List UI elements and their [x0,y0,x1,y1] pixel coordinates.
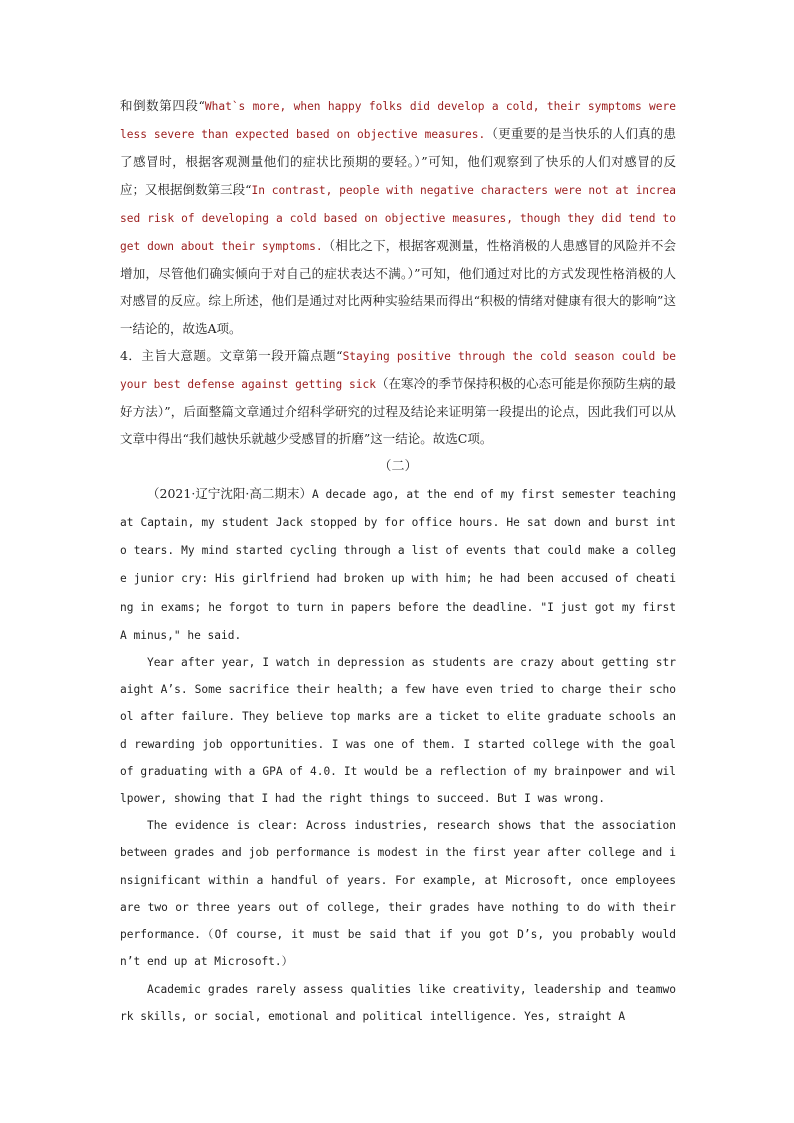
passage-paragraph: Academic grades rarely assess qualities like creativity, leadership and teamwork skills, or social, emotional and political intelligence. Yes, straight A [120,982,676,1023]
quoted-english-text: In contrast, people with negative characters were not at increased risk of developing a cold based on objective measures, though they did tend to get down about their symptoms. [120,183,676,254]
passage-paragraph: The evidence is clear: Across industries, research shows that the association between grades and job performance is modest in the first year after college and insignificant within a handful of years. For example, at Microsoft, once employees are two or three years out of college, their grades have nothing to do with their performance.（Of course, it must be said that if you got D’s, you probably wouldn’t end up at Microsoft.） [120,819,676,969]
text-span: ”可知，他们通过对比的方式发现性格消极的人对感冒的反应。综上所述，他们是通过对比两种实验结果而得出“积极的情绪对健康有很大的影响”这一结论的，故选A项。 [120,266,676,336]
document-page [120,92,676,1030]
translation-text: （更重要的是当快乐的人们真的患了感冒时，根据客观测量他们的症状比预期的要轻。） [120,126,676,170]
explanation-paragraph-3 [120,92,676,342]
passage-paragraph: Year after year, I watch in depression as students are crazy about getting straight A’s. Some sacrifice their health; a few have even tried to charge their school after failure. They believe top marks are a ticket to elite graduate schools and rewarding job opportunities. I was one of them. I started college with the goal of graduating with a GPA of 4.0. It would be a reflection of my brainpower and willpower, showing that I had the right things to succeed. But I was wrong. [120,656,676,806]
text-span: 4．主旨大意题。文章第一段开篇点题“ [120,347,343,363]
text-span: 和倒数第四段“ [120,98,205,113]
translation-text: （相比之下，根据客观测量，性格消极的人患感冒的风险并不会增加，尽管他们确实倾向于对自己的症状表达不满。） [120,238,676,282]
quoted-english-text: What`s more, when happy folks did develop a cold, their symptoms were less severe than expected based on objective measures. [120,100,676,142]
text-span: ”可知，他们观察到了快乐的人们对感冒的反应；又根据倒数第三段“ [120,154,676,197]
source-label: （2021·辽宁沈阳·高二期末） [147,485,313,501]
quoted-english-text: Staying positive through the cold season could be your best defense against getting sick [120,349,676,392]
explanation-paragraph-4 [120,342,676,453]
text-span: ”，后面整篇文章通过介绍科学研究的过程及结论来证明第一段提出的论点，因此我们可以从文章中得出“我们越快乐就越少受感冒的折磨”这一结论。故选C项。 [120,404,676,447]
passage-paragraph [120,480,676,649]
section-title: （二） [378,458,418,474]
translation-text: （在寒冷的季节保持积极的心态可能是你预防生病的最好方法） [120,376,676,420]
passage-text: A decade ago, at the end of my first semester teaching at Captain, my student Jack stopped by for office hours. He sat down and burst into tears. My mind started cycling through a list of events that could make a college junior cry: His girlfriend had broken up with him; he had been accused of cheating in exams; he forgot to turn in papers before the deadline. "I just got my first A minus," he said. [120,487,676,642]
